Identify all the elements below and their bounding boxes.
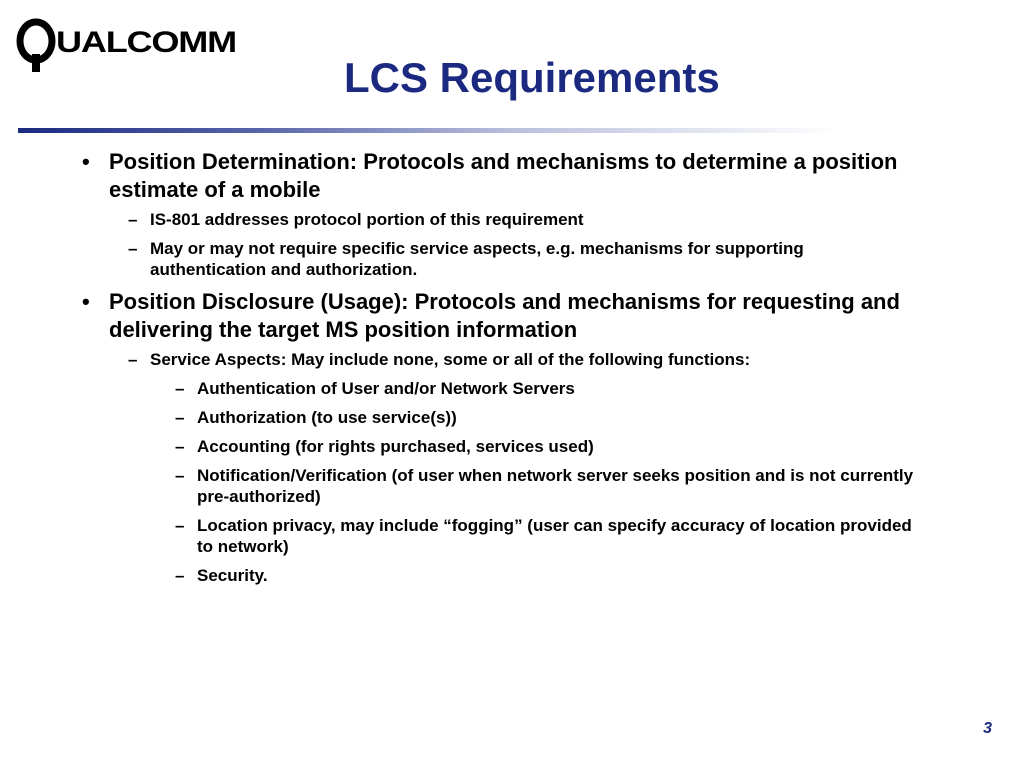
dash-marker: –: [175, 516, 185, 535]
dash-marker: –: [128, 239, 138, 258]
dash-marker: –: [175, 566, 185, 585]
sub-bullet-item: [128, 209, 920, 230]
sub-sub-bullet-item: [175, 465, 917, 507]
slide-title: LCS Requirements: [344, 54, 720, 101]
dash-marker: –: [175, 408, 185, 427]
bullet-text: Position Disclosure (Usage): Protocols and mechanisms for requesting and delivering the target MS position information: [109, 289, 900, 342]
sub-sub-bullet-text: Authentication of User and/or Network Servers: [197, 379, 575, 398]
bullet-marker: •: [82, 149, 90, 174]
sub-sub-bullet-text: Authorization (to use service(s)): [197, 408, 457, 427]
sub-sub-bullet-text: Accounting (for rights purchased, services used): [197, 437, 594, 456]
qualcomm-logo: [16, 14, 238, 76]
dash-marker: –: [175, 437, 185, 456]
sub-bullet-text: May or may not require specific service aspects, e.g. mechanisms for supporting authentication and authorization.: [150, 239, 804, 279]
sub-sub-bullet-text: Notification/Verification (of user when network server seeks position and is not currently pre-authorized): [197, 466, 914, 506]
sub-sub-bullet-item: [175, 407, 917, 428]
title-underline: [18, 128, 838, 133]
sub-sub-bullet-item: [175, 436, 917, 457]
sub-bullet-text: IS-801 addresses protocol portion of this requirement: [150, 210, 584, 229]
bullet-list: [0, 148, 1024, 594]
sub-bullet-item: [128, 349, 920, 370]
bullet-marker: •: [82, 289, 90, 314]
dash-marker: –: [175, 379, 185, 398]
dash-marker: –: [128, 350, 138, 369]
sub-bullet-item: [128, 238, 920, 280]
sub-sub-bullet-text: Location privacy, may include “fogging” (user can specify accuracy of location provided to network): [197, 516, 912, 556]
sub-sub-bullet-text: Security.: [197, 566, 268, 585]
logo-text: UALCOMM: [56, 26, 236, 59]
dash-marker: –: [128, 210, 138, 229]
bullet-text: Position Determination: Protocols and mechanisms to determine a position estimate of a mobile: [109, 149, 898, 202]
bullet-item: [82, 148, 909, 204]
sub-bullet-text: Service Aspects: May include none, some or all of the following functions:: [150, 350, 751, 369]
sub-sub-bullet-item: [175, 515, 917, 557]
dash-marker: –: [175, 466, 185, 485]
bullet-item: [82, 288, 909, 344]
sub-sub-bullet-item: [175, 565, 917, 586]
page-number: 3: [983, 720, 992, 737]
sub-sub-bullet-item: [175, 378, 917, 399]
